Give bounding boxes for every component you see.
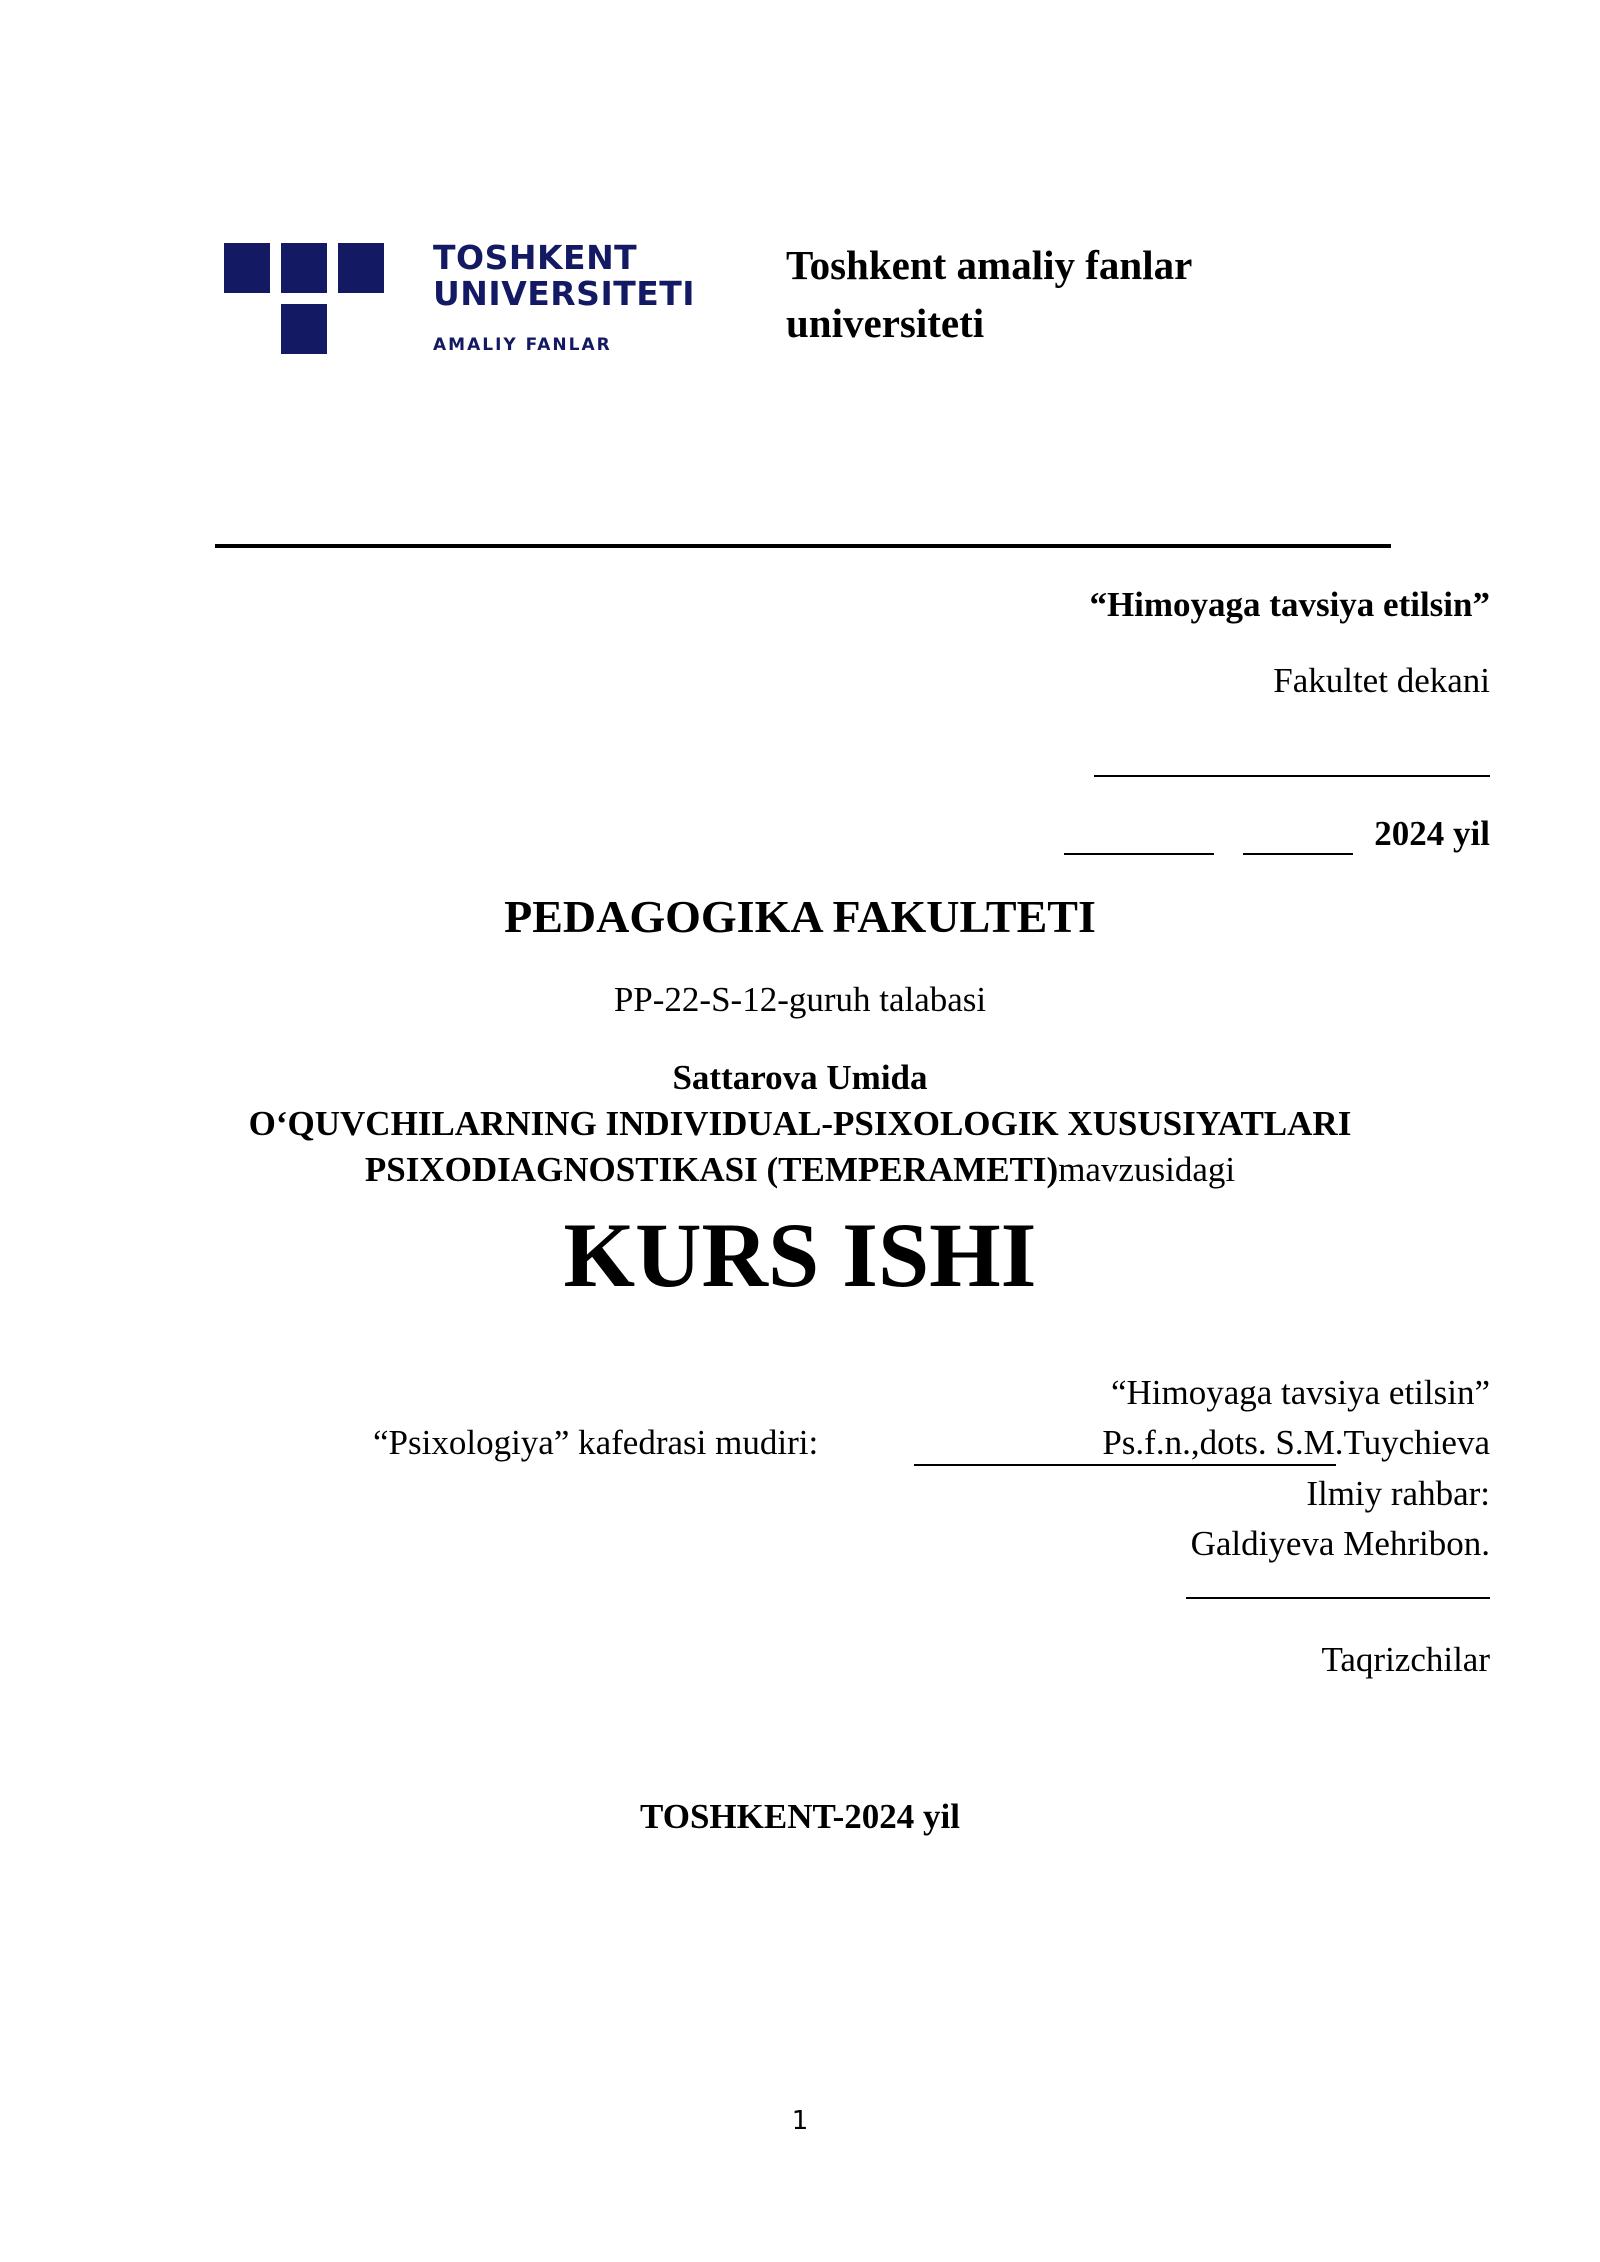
topic-line-2-title: PSIXODIAGNOSTIKASI (TEMPERAMETI) — [364, 1150, 1059, 1189]
approval-year: 2024 yil — [1374, 814, 1490, 853]
work-type-title: KURS ISHI — [563, 1204, 1037, 1306]
university-name — [786, 236, 1386, 352]
dean-signature-line — [1094, 775, 1490, 777]
logo-line-2: UNIVERSITETI — [433, 274, 696, 313]
logo-line-3: AMALIY FANLAR — [433, 335, 612, 355]
group-label: PP-22-S-12-guruh talabasi — [613, 980, 987, 1019]
approval-recommend-top-text: “Himoyaga tavsiya etilsin” — [1089, 585, 1490, 624]
supervisor-label: Ilmiy rahbar: — [1306, 1474, 1490, 1513]
footer-city-year: TOSHKENT-2024 yil — [640, 1797, 960, 1836]
topic-line-1: O‘QUVCHILARNING INDIVIDUAL-PSIXOLOGIK XUSUSIYATLARI — [248, 1104, 1352, 1143]
logo-square — [338, 243, 384, 293]
date-month-line — [1243, 853, 1353, 855]
logo-square — [224, 243, 270, 293]
logo-square — [281, 304, 327, 354]
university-name-line-2: universiteti — [786, 300, 985, 346]
topic-suffix: mavzusidagi — [1058, 1150, 1236, 1189]
university-name-line-1: Toshkent amaliy fanlar — [786, 242, 1193, 288]
department-head-label: “Psixologiya” kafedrasi mudiri: — [373, 1423, 819, 1462]
logo-line-1: TOSHKENT — [433, 238, 638, 277]
logo-square — [281, 243, 327, 293]
supervisor-signature-line — [1186, 1597, 1490, 1599]
dean-label: Fakultet dekani — [1273, 661, 1490, 700]
header-divider — [215, 544, 1391, 548]
faculty-name: PEDAGOGIKA FAKULTETI — [504, 891, 1096, 942]
page-number: 1 — [791, 2106, 809, 2136]
topic-line-2 — [0, 1150, 1600, 1190]
department-head-signature-line — [914, 1464, 1336, 1466]
department-head-name: Ps.f.n.,dots. S.M.Tuychieva — [1102, 1423, 1490, 1462]
approval-recommend-bottom: “Himoyaga tavsiya etilsin” — [1110, 1373, 1490, 1412]
supervisor-name: Galdiyeva Mehribon. — [1190, 1524, 1490, 1563]
approval-recommend-top — [1089, 585, 1490, 625]
student-name: Sattarova Umida — [672, 1058, 928, 1097]
date-day-line — [1064, 853, 1214, 855]
reviewers-label: Taqrizchilar — [1321, 1640, 1490, 1679]
